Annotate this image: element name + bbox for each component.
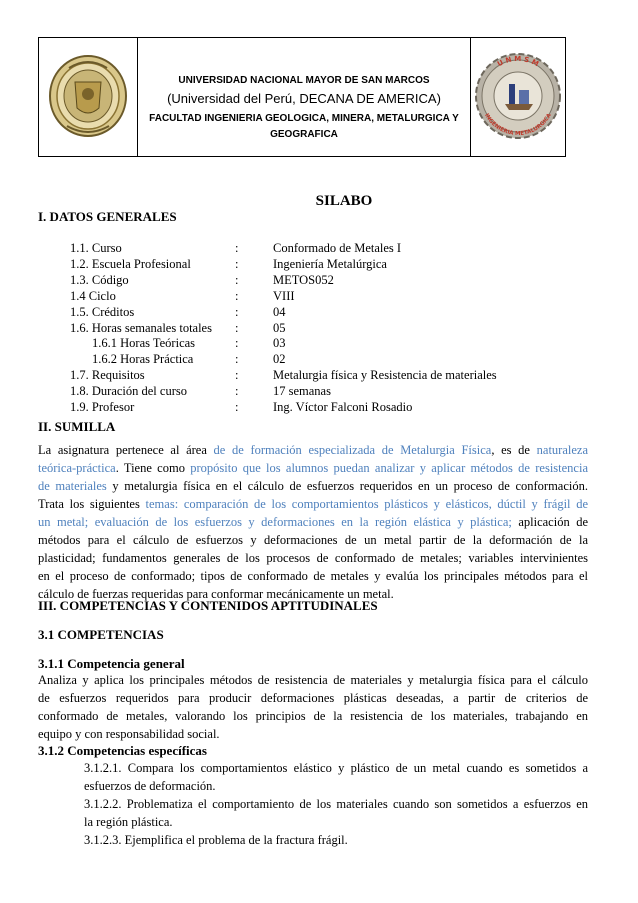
row-separator: : (235, 368, 239, 383)
general-data-row (0, 257, 638, 273)
general-competence-line: Analiza y aplica los principales métodos de resistencia de materiales y metalurgia física para el cálculo (38, 673, 588, 687)
sumilla-line (38, 495, 588, 513)
general-competence-line: conformado de metales, valorando los principios de la resistencia de los materiales, trabajando en (38, 709, 588, 723)
row-label: 1.1. Curso (70, 241, 122, 255)
specific-competence-item: 3.1.2.2. Problematiza el comportamiento de los materiales cuando son sometidos a esfuerzos en (84, 797, 588, 811)
highlighted-text: propósito que los alumnos puedan analizar y aplicar métodos de resistencia (190, 461, 589, 475)
university-crest-logo (39, 38, 138, 156)
sumilla-line (38, 531, 588, 549)
general-data-row (0, 289, 638, 305)
row-label: 1.8. Duración del curso (70, 384, 187, 399)
row-label: 1.5. Créditos (70, 304, 135, 319)
row-label: 1.9. Profesor (70, 400, 135, 414)
row-separator: : (235, 272, 239, 287)
section-3-heading: III. COMPETENCIAS Y CONTENIDOS APTITUDINALES (38, 598, 378, 613)
university-name: UNIVERSIDAD NACIONAL MAYOR DE SAN MARCOS (178, 75, 430, 86)
metallurgy-school-logo (470, 38, 565, 156)
header-text (137, 38, 471, 156)
highlighted-text: de materiales (38, 479, 107, 493)
general-data-row (0, 305, 638, 321)
row-value: Conformado de Metales I (273, 241, 402, 255)
sumilla-line (38, 441, 588, 459)
general-data-row (0, 273, 638, 289)
row-value: VIII (273, 288, 295, 303)
row-separator: : (235, 336, 239, 351)
row-label: 1.7. Requisitos (70, 368, 145, 383)
specific-competence-item: 3.1.2.1. Compara los comportamientos elástico y plástico de un metal cuando es sometidos a (84, 761, 588, 775)
sumilla-paragraph (38, 441, 588, 603)
general-data-row (0, 336, 638, 352)
row-separator: : (235, 256, 239, 271)
row-label: 1.6.1 Horas Teóricas (92, 336, 196, 351)
text-segment: métodos para el cálculo de esfuerzos y deformaciones de un metal partir de la deformación de la (38, 533, 588, 547)
row-value: 17 semanas (273, 384, 331, 399)
row-separator: : (235, 304, 239, 319)
gear-seal-icon (471, 38, 565, 156)
general-data-row (0, 400, 638, 416)
text-segment: , es de (491, 443, 537, 457)
row-value: Ingeniería Metalúrgica (273, 256, 387, 271)
crest-icon (39, 38, 137, 156)
text-segment: aplicación de (511, 515, 588, 529)
faculty-name (137, 111, 471, 143)
row-label: 1.6. Horas semanales totales (70, 320, 212, 335)
general-data-row (0, 321, 638, 337)
row-value: 02 (273, 352, 286, 367)
text-segment: plasticidad; fundamentos generales de los procesos de conformado de metales; variables intervinientes (38, 551, 588, 565)
row-label: 1.2. Escuela Profesional (70, 256, 191, 271)
general-competence-last-line: equipo y con responsabilidad social. (38, 727, 220, 741)
row-value: METOS052 (273, 272, 334, 287)
text-segment: en el proceso de conformado; tipos de conformado de metales y evalúa los principales métodos para el (38, 569, 588, 583)
specific-competence-continuation: la región plástica. (84, 815, 173, 829)
row-label: 1.6.2 Horas Práctica (92, 352, 194, 367)
row-value: Metalurgia física y Resistencia de materiales (273, 368, 497, 383)
general-data-row (0, 241, 638, 257)
row-label: 1.4 Ciclo (70, 288, 116, 303)
row-separator: : (235, 384, 239, 399)
row-separator: : (235, 352, 239, 367)
header-box (38, 37, 566, 157)
highlighted-text: naturaleza (536, 443, 588, 457)
general-competence-heading: 3.1.1 Competencia general (38, 656, 185, 671)
sumilla-last-line: cálculo de fuerzas requeridas para conformar mecánicamente un metal. (38, 587, 394, 601)
logo-text-top: U N M S M (496, 54, 540, 69)
text-segment: . Tiene como (115, 461, 191, 475)
text-segment: y metalurgia física en el cálculo de esfuerzos requeridos en un proceso de conformación. (106, 479, 588, 493)
section-2-heading: II. SUMILLA (38, 419, 116, 434)
sumilla-line (38, 549, 588, 567)
general-competence-paragraph (38, 671, 588, 743)
row-separator: : (235, 241, 239, 255)
row-separator: : (235, 320, 239, 335)
row-value: 04 (273, 304, 286, 319)
highlighted-text: temas: comparación de los comportamientos plásticos y elásticos, dúctil y frágil de (145, 497, 588, 511)
text-segment: La asignatura pertenece al área (38, 443, 214, 457)
row-separator: : (235, 288, 239, 303)
row-value: Ing. Víctor Falconi Rosadio (273, 400, 413, 414)
document-title: SILABO (315, 193, 373, 209)
faculty-line-2: GEOGRAFICA (270, 129, 338, 140)
general-competence-line: de esfuerzos requeridos para producir deformaciones plásticas deseadas, a partir de criterios de (38, 691, 588, 705)
general-data-row (0, 352, 638, 368)
specific-competences-heading: 3.1.2 Competencias específicas (38, 743, 207, 758)
sumilla-line (38, 477, 588, 495)
logo-text-bottom: INGENIERIA METALURGICA (483, 112, 553, 138)
sumilla-line (38, 567, 588, 585)
row-separator: : (235, 400, 239, 414)
specific-competences-list (84, 759, 588, 849)
row-value: 05 (273, 320, 286, 335)
row-label: 1.3. Código (70, 272, 129, 287)
specific-competence-continuation: esfuerzos de deformación. (84, 779, 216, 793)
row-value: 03 (273, 336, 286, 351)
sumilla-line (38, 513, 588, 531)
specific-competence-item: 3.1.2.3. Ejemplifica el problema de la fractura frágil. (84, 833, 348, 847)
sumilla-line (38, 459, 588, 477)
faculty-line-1: FACULTAD INGENIERIA GEOLOGICA, MINERA, METALURGICA Y (149, 113, 459, 124)
highlighted-text: teórica-práctica (38, 461, 116, 475)
highlighted-text: de de formación especializada de Metalurgia Física (213, 443, 492, 457)
section-1-heading: I. DATOS GENERALES (38, 209, 177, 224)
university-subtitle: (Universidad del Perú, DECANA DE AMERICA) (167, 91, 441, 106)
highlighted-text: un metal; evaluación de los esfuerzos y deformaciones en la región elástica y plástica; (38, 515, 512, 529)
general-data-row (0, 384, 638, 400)
general-data-row (0, 368, 638, 384)
competencias-heading: 3.1 COMPETENCIAS (38, 627, 164, 642)
text-segment: Trata los siguientes (38, 497, 146, 511)
